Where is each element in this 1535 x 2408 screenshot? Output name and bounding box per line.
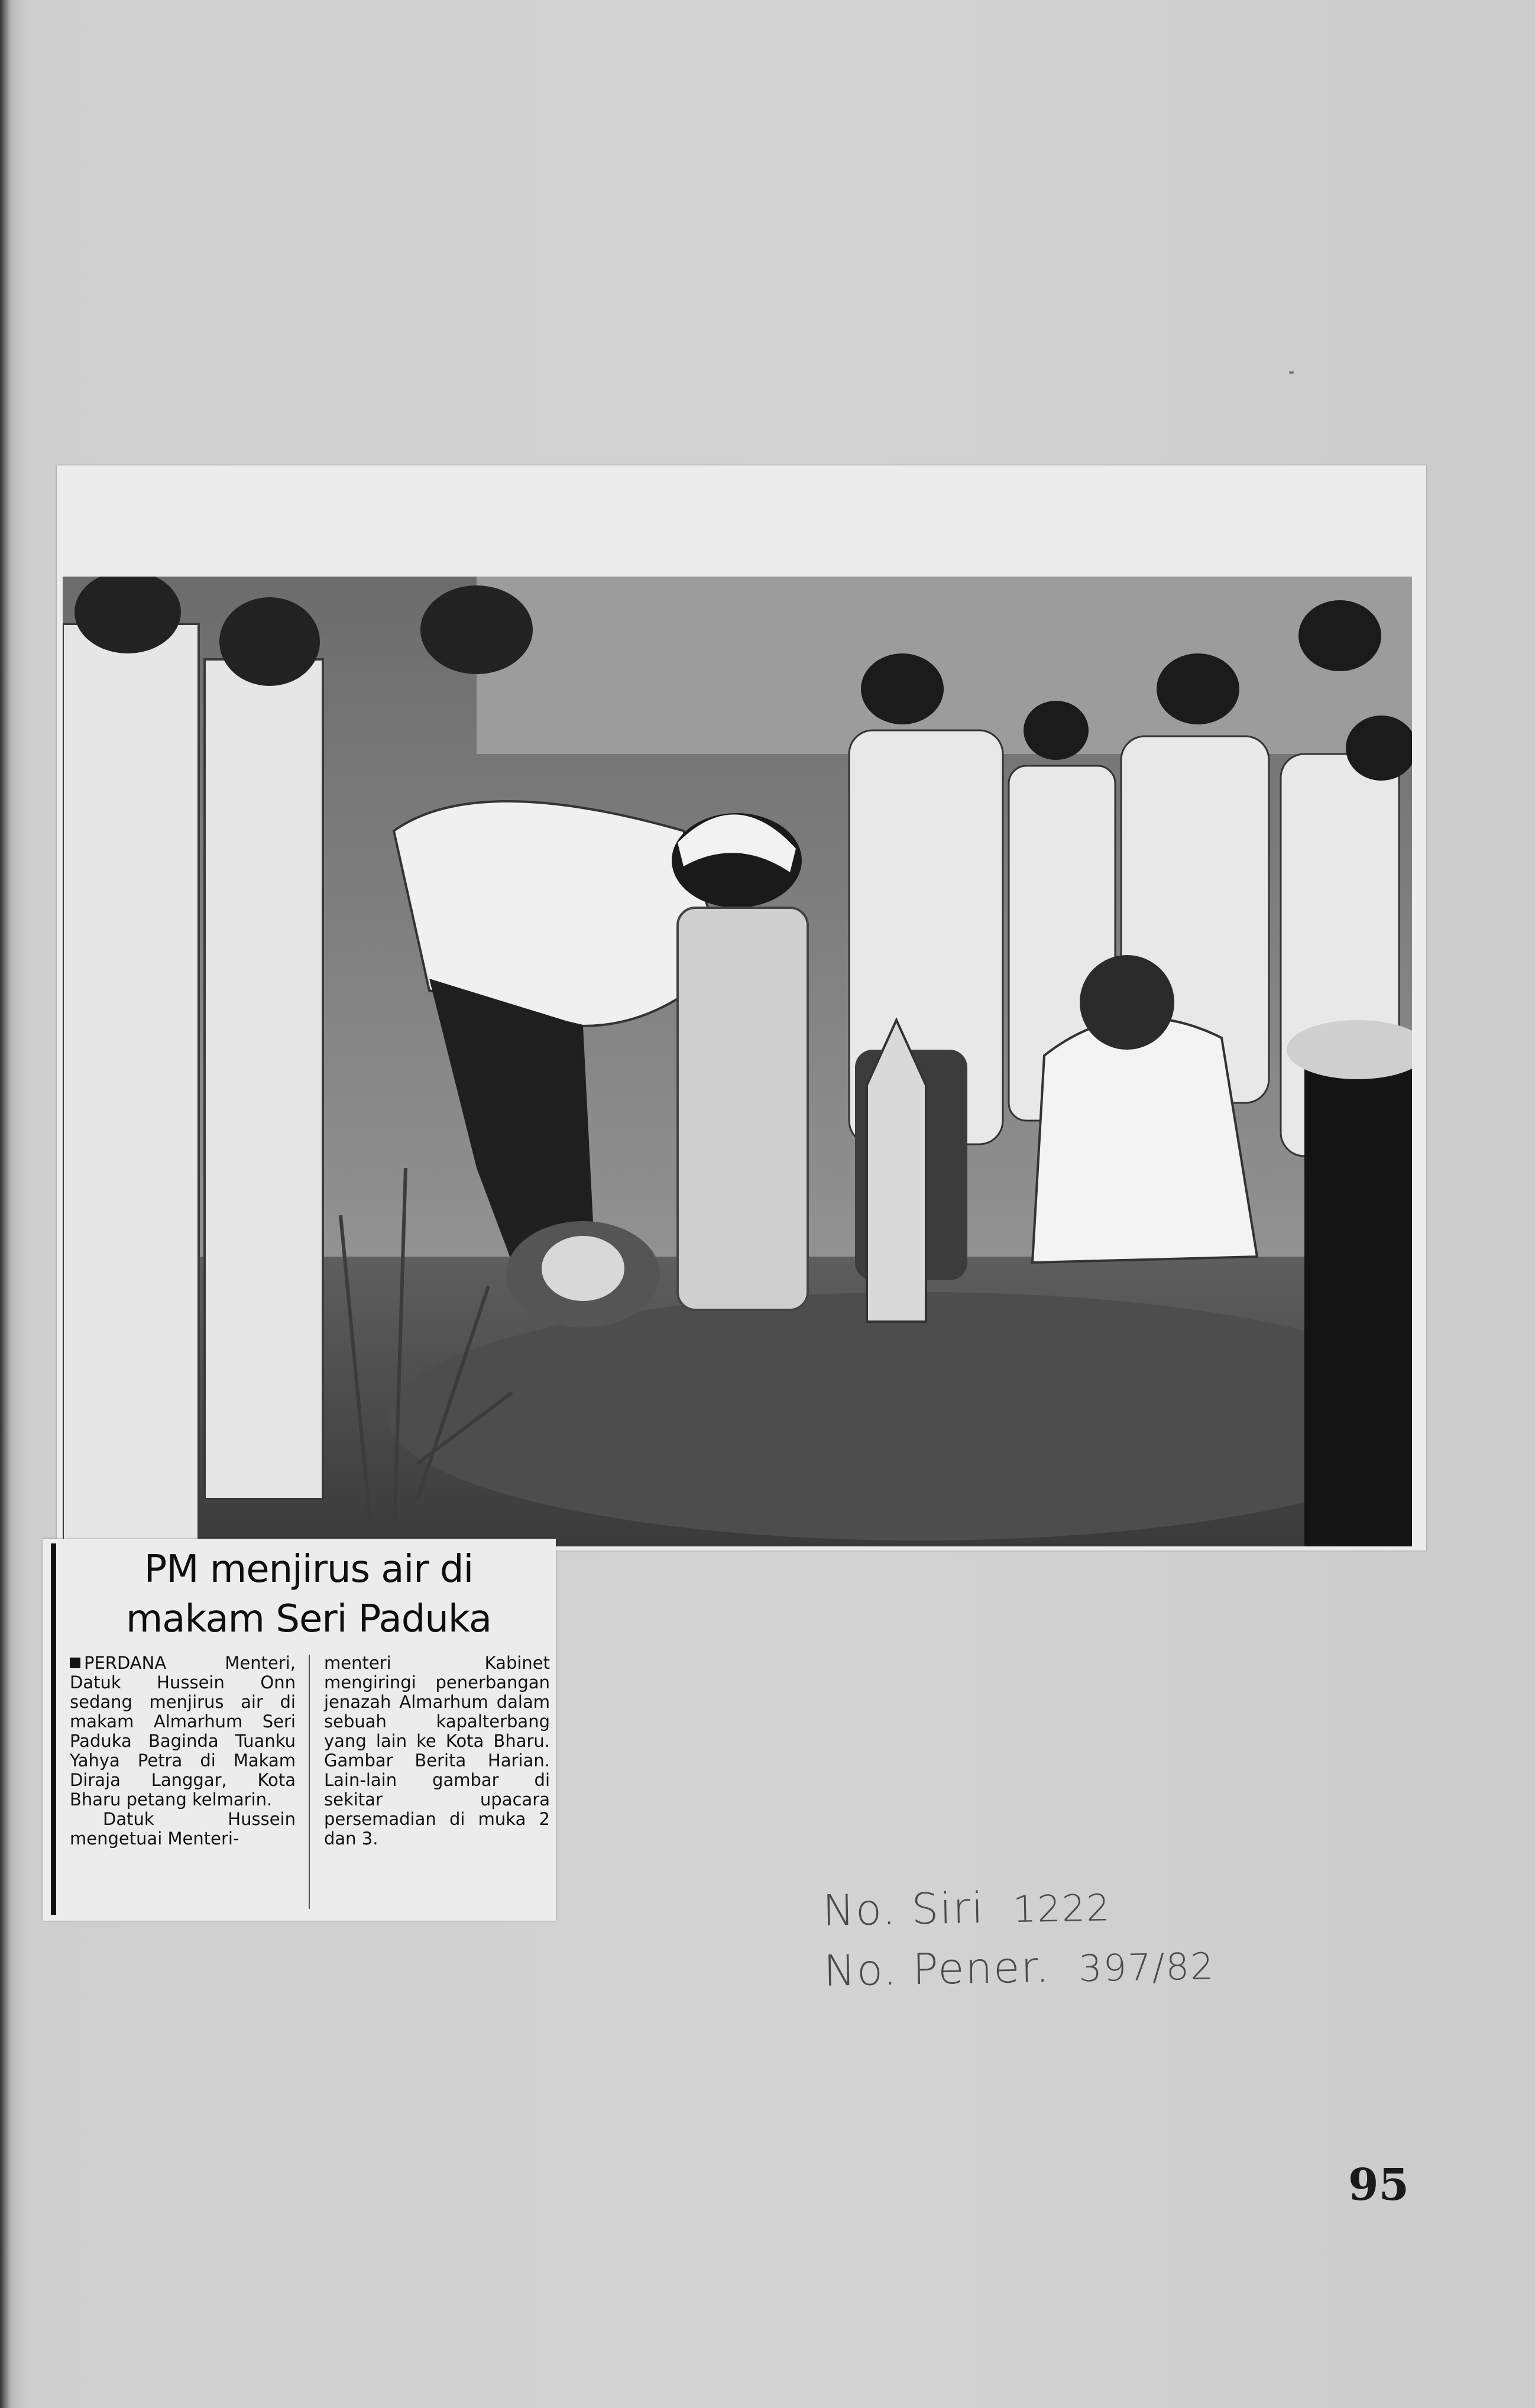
article-headline — [66, 1545, 551, 1644]
lead-bullet-icon — [70, 1658, 80, 1668]
news-photo-image — [63, 577, 1412, 1546]
page-number: 95 — [1348, 2160, 1409, 2210]
accession-number-line — [823, 1935, 1215, 2002]
serial-label: No. Siri — [822, 1883, 985, 1936]
headline-line-1: PM menjirus air di — [144, 1548, 474, 1591]
caption-paragraph: menteri Kabinet mengiringi penerbangan jenazah Almarhum dalam sebuah kapalterbang yang lain ke Kota Bharu. Gambar Berita Harian. Lain-lain gambar di sekitar upacara persemadian di muka 2 dan 3. — [324, 1653, 550, 1849]
handwritten-annotation — [822, 1875, 1215, 2002]
headline-line-2: makam Seri Paduka — [125, 1597, 492, 1641]
column-marker-bar — [51, 1543, 56, 1915]
serial-value: 1222 — [1012, 1886, 1112, 1931]
caption-paragraph: PERDANA Menteri, Datuk Hussein Onn sedang menjirus air di makam Almarhum Seri Paduka Baginda Tuanku Yahya Petra di Makam Diraja Langgar, Kota Bharu petang kelmarin. — [70, 1653, 296, 1810]
caption-paragraph: Datuk Hussein mengetuai Menteri- — [70, 1809, 296, 1849]
accession-value: 397/82 — [1078, 1944, 1216, 1991]
page-binding-edge — [0, 0, 9, 2408]
serial-number-line — [822, 1875, 1214, 1942]
accession-label: No. Pener. — [823, 1942, 1051, 1996]
newspaper-clipping-article — [43, 1539, 556, 1921]
caption-column-2 — [324, 1653, 550, 1849]
page-speck — [1289, 371, 1294, 374]
caption-column-1 — [70, 1653, 296, 1849]
column-divider — [309, 1655, 310, 1909]
news-photo — [63, 577, 1412, 1546]
